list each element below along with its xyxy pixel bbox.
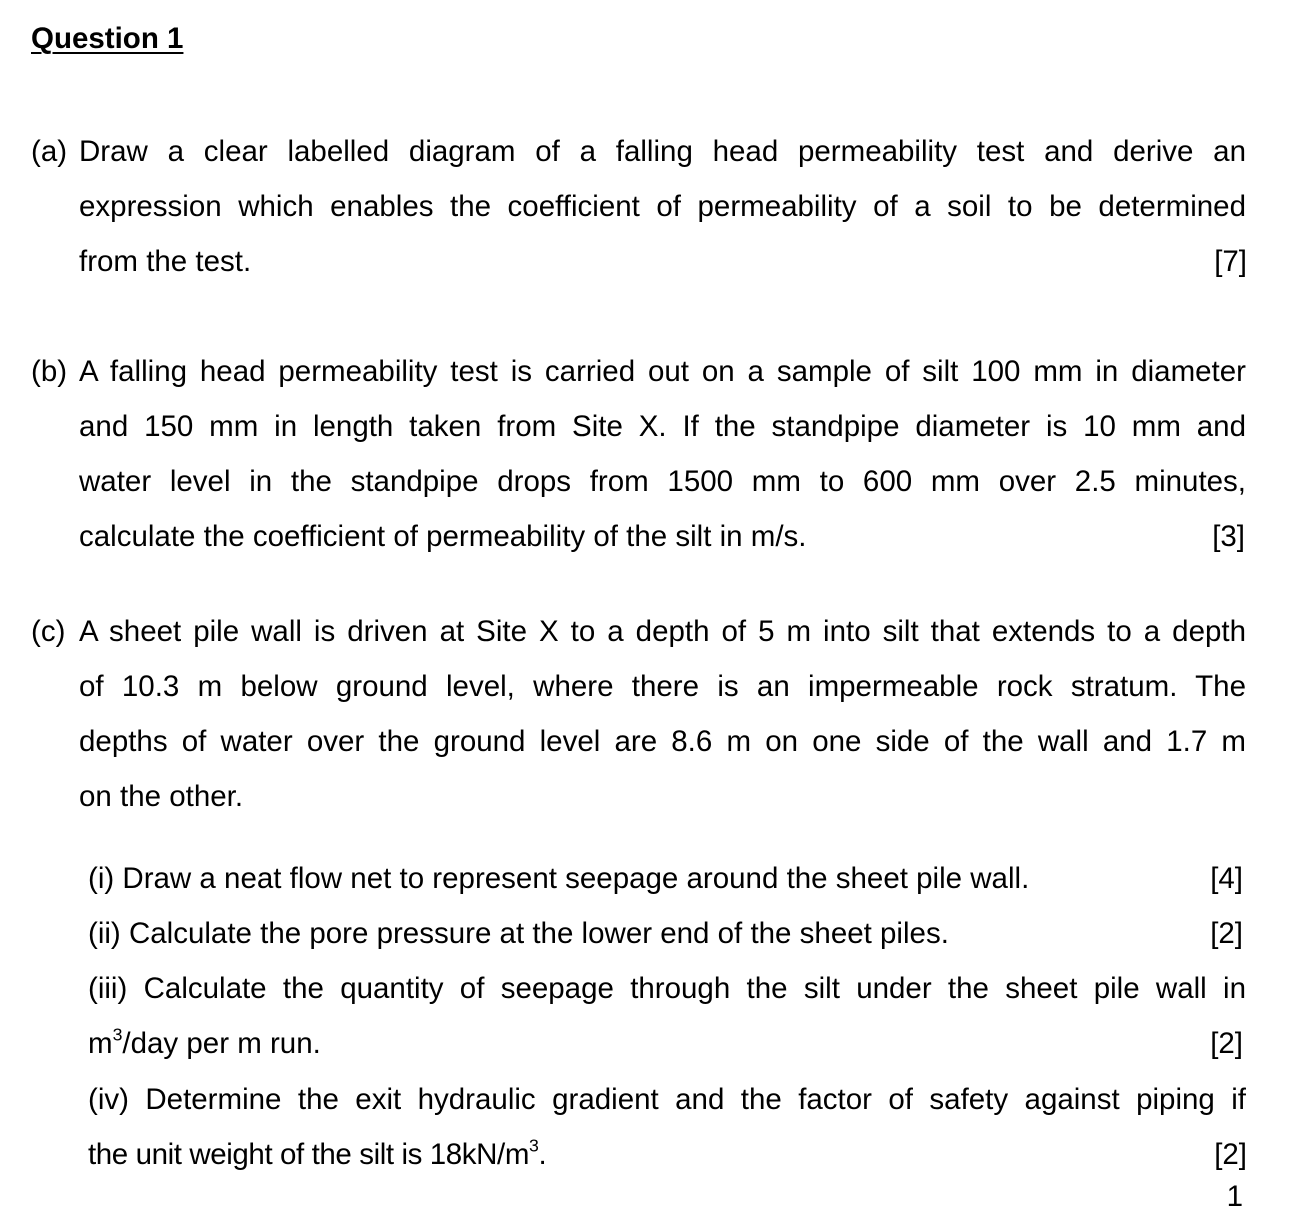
sub-iv-line-2-post: . [538,1138,547,1171]
sub-iii-line-2-sup: 3 [112,1024,123,1045]
part-a-line-2: expression which enables the coefficient of permeability of a soil to be determined [79,190,1246,223]
sub-iv-line-2-sup: 3 [529,1135,539,1156]
part-b-line-2: and 150 mm in length taken from Site X. If the standpipe diameter is 10 mm and [79,410,1246,443]
sub-ii-text: (ii) Calculate the pore pressure at the lower end of the sheet piles. [88,917,949,950]
sub-iv-line-2-pre: the unit weight of the silt is 18kN/m [88,1138,530,1171]
sub-i-marks: [4] [1210,862,1243,895]
part-c-line-2: of 10.3 m below ground level, where there is an impermeable rock stratum. The [79,670,1246,703]
part-a-line-3: from the test. [79,245,252,278]
sub-iii-line-1: (iii) Calculate the quantity of seepage through the silt under the sheet pile wall in [88,972,1246,1005]
sub-iii-line-2-pre: m [88,1027,113,1060]
part-c-line-3: depths of water over the ground level are 8.6 m on one side of the wall and 1.7 m [79,725,1246,758]
sub-i-text: (i) Draw a neat flow net to represent seepage around the sheet pile wall. [88,862,1030,895]
sub-ii-marks: [2] [1210,917,1243,950]
sub-iii-marks: [2] [1210,1027,1243,1060]
part-b-line-1: A falling head permeability test is carried out on a sample of silt 100 mm in diameter [79,355,1246,388]
sub-iii-line-2-post: /day per m run. [122,1027,321,1060]
part-c-label: (c) [31,615,66,648]
question-title: Question 1 [31,22,184,55]
part-b-marks: [3] [1212,520,1245,553]
page-number: 1 [1226,1180,1243,1213]
part-b-label: (b) [31,355,68,388]
sub-iv-marks: [2] [1214,1138,1247,1171]
part-b-line-4: calculate the coefficient of permeability of the silt in m/s. [79,520,807,553]
part-a-marks: [7] [1214,245,1247,278]
part-c-line-4: on the other. [79,780,244,813]
part-a-line-1: Draw a clear labelled diagram of a falling head permeability test and derive an [79,135,1246,168]
part-b-line-3: water level in the standpipe drops from 1500 mm to 600 mm over 2.5 minutes, [79,465,1246,498]
sub-iv-line-2 [88,1135,547,1172]
part-a-label: (a) [31,135,68,168]
sub-iii-line-2 [88,1024,321,1061]
sub-iv-line-1: (iv) Determine the exit hydraulic gradient and the factor of safety against piping if [88,1083,1246,1116]
part-c-line-1: A sheet pile wall is driven at Site X to a depth of 5 m into silt that extends to a depth [79,615,1246,648]
